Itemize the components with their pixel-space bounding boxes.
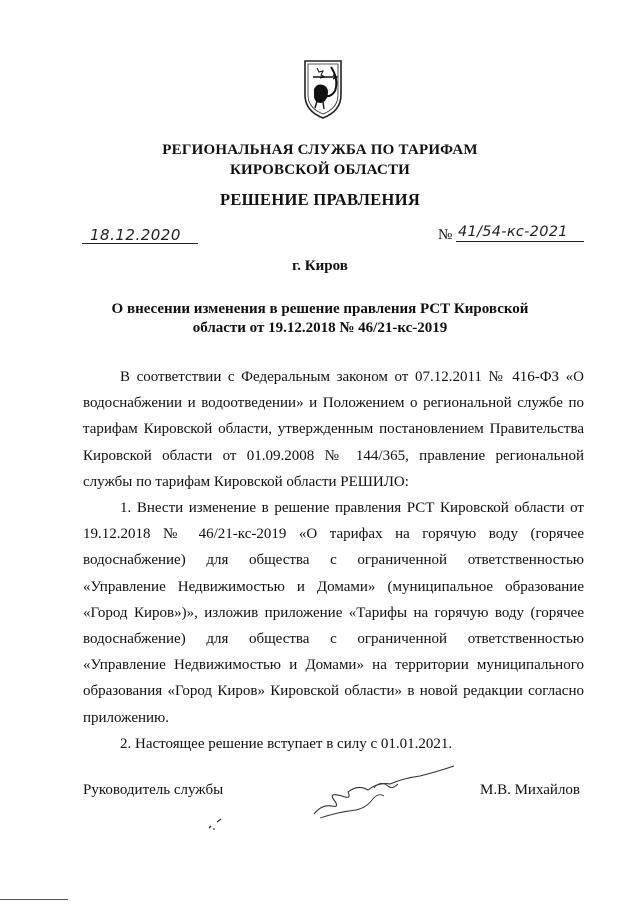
city: г. Киров — [292, 258, 348, 274]
body-paragraph-item-2: 2. Настоящее решение вступает в силу с 01.01.2021. — [120, 735, 453, 752]
document-number — [438, 224, 588, 246]
number-underline — [456, 241, 584, 242]
document-subject — [0, 300, 640, 338]
signer-name: М.В. Михайлов — [480, 782, 581, 798]
ink-mark-icon — [205, 816, 225, 832]
footer-rule — [0, 899, 68, 900]
organization-line-1: РЕГИОНАЛЬНАЯ СЛУЖБА ПО ТАРИФАМ — [162, 142, 478, 158]
body-paragraph-preamble: В соответствии с Федеральным законом от 07.12.2011 № 416-ФЗ «О водоснабжении и водоотведении» и Положением о региональной службе по тарифам Кировской области, утвержденным постановлением Правительства Кировской области от 01.09.2008 № 144/365, правление региональной службы по тарифам Кировской области РЕШИЛО: — [83, 369, 584, 490]
handwritten-signature-icon — [308, 762, 458, 822]
date-underline — [82, 243, 198, 244]
body-paragraph-item-1: 1. Внести изменение в решение правления РСТ Кировской области от 19.12.2018 № 46/21-кс-2019 «О тарифах на горячую воду (горячее водоснабжение) для общества с ограниченной ответственностью «Управление Недвижимостью и Домами» (муниципальное образование «Город Киров»)», изложив приложение «Тарифы на горячую воду (горячее водоснабжение) для общества с ограниченной ответственностью «Управление Недвижимостью и Домами» на территории муниципального образования «Город Киров» Кировской области» в новой редакции согласно приложению. — [83, 500, 584, 726]
number-value: 41/54-кс-2021 — [458, 224, 568, 240]
organization-line-2: КИРОВСКОЙ ОБЛАСТИ — [229, 162, 411, 178]
signer-position: Руководитель службы — [83, 782, 224, 798]
document-body — [83, 364, 584, 757]
number-sign: № — [438, 227, 453, 243]
document-date — [82, 226, 200, 248]
subject-line-1: О внесении изменения в решение правления РСТ Кировской — [111, 301, 529, 317]
date-value: 18.12.2020 — [90, 226, 181, 244]
organization-name — [0, 140, 640, 180]
subject-line-2: области от 19.12.2018 № 46/21-кс-2019 — [192, 320, 448, 336]
document-type-title: РЕШЕНИЕ ПРАВЛЕНИЯ — [219, 190, 421, 209]
coat-of-arms-icon — [297, 55, 349, 121]
